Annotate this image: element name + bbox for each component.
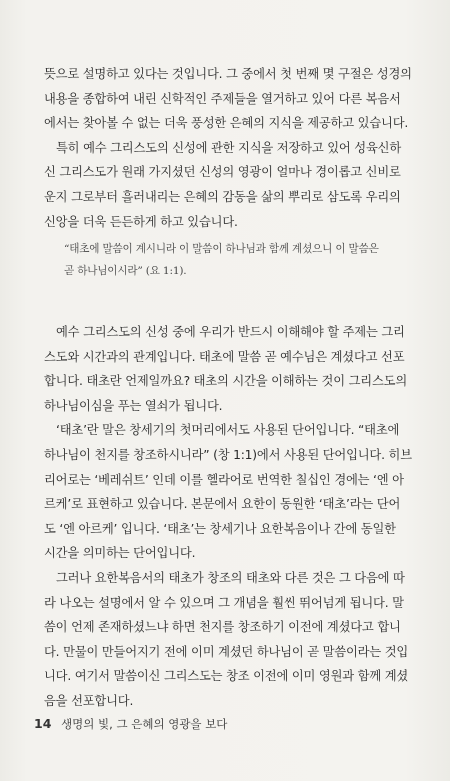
text-line: 다. 만물이 만들어지기 전에 이미 계셨던 하나님이 곧 말씀이라는 것입 bbox=[44, 644, 409, 659]
quote-line: 곧 하나님이시라” (요 1:1). bbox=[64, 265, 187, 277]
text-line: 스도와 시간과의 관계입니다. 태초에 말씀 곧 예수님은 계셨다고 선포 bbox=[44, 349, 405, 364]
text-line: 니다. 여기서 말씀이신 그리스도는 창조 이전에 이미 영원과 함께 계셨 bbox=[44, 669, 409, 684]
body-text-top bbox=[44, 62, 410, 234]
scripture-quote bbox=[64, 238, 404, 282]
text-line: 리어로는 ‘베레쉬트’ 인데 이를 헬라어로 번역한 칠십인 경에는 ‘엔 아 bbox=[44, 472, 404, 487]
page-number: 14 bbox=[34, 716, 52, 731]
text-line: 특히 예수 그리스도의 신성에 관한 지식을 저장하고 있어 성육신하 bbox=[56, 140, 401, 155]
paragraph bbox=[44, 320, 410, 418]
text-line: 씀이 언제 존재하셨느냐 하면 천지를 창조하기 이전에 계셨다고 합니 bbox=[44, 620, 401, 635]
paragraph bbox=[44, 62, 410, 136]
page-footer bbox=[34, 716, 227, 732]
text-line: 예수 그리스도의 신성 중에 우리가 반드시 이해해야 할 주제는 그리 bbox=[56, 325, 405, 339]
text-line: 에서는 찾아볼 수 없는 더욱 풍성한 은혜의 지식을 제공하고 있습니다. bbox=[44, 116, 409, 131]
text-line: 시간을 의미하는 단어입니다. bbox=[44, 546, 196, 561]
text-line: 뜻으로 설명하고 있다는 것입니다. 그 중에서 첫 번째 몇 구절은 성경의 bbox=[44, 67, 412, 81]
paragraph bbox=[44, 566, 410, 714]
text-line: 내용을 종합하여 내린 신학적인 주제들을 열거하고 있어 다른 복음서 bbox=[44, 91, 401, 106]
paragraph bbox=[44, 136, 410, 234]
text-line: 라 나오는 설명에서 알 수 있으며 그 개념을 훨씬 뛰어넘게 됩니다. 말 bbox=[44, 595, 404, 610]
text-line: 하나님이 천지를 창조하시니라” (창 1:1)에서 사용된 단어입니다. 히브 bbox=[44, 447, 412, 462]
running-title: 생명의 빛, 그 은혜의 영광을 보다 bbox=[61, 717, 228, 731]
text-line: 음을 선포합니다. bbox=[44, 693, 134, 708]
text-line: 운지 그로부터 흘러내리는 은혜의 감동을 삶의 뿌리로 삼도록 우리의 bbox=[44, 189, 401, 204]
text-line: 신 그리스도가 원래 가지셨던 신성의 영광이 얼마나 경이롭고 신비로 bbox=[44, 165, 401, 180]
text-line: 도 ‘엔 아르케’ 입니다. ‘태초’는 창세기나 요한복음이나 간에 동일한 bbox=[44, 521, 396, 536]
text-line: 르케’로 표현하고 있습니다. 본문에서 요한이 동원한 ‘태초’라는 단어 bbox=[44, 497, 401, 512]
text-line: 그러나 요한복음서의 태초가 창조의 태초와 다른 것은 그 다음에 따 bbox=[56, 570, 405, 585]
text-line: 합니다. 태초란 언제일까요? 태초의 시간을 이해하는 것이 그리스도의 bbox=[44, 374, 408, 389]
quote-line: “태초에 말씀이 계시니라 이 말씀이 하나님과 함께 계셨으니 이 말씀은 bbox=[64, 243, 379, 255]
paragraph bbox=[44, 418, 410, 566]
text-line: ‘태초’란 말은 창세기의 첫머리에서도 사용된 단어입니다. “태초에 bbox=[56, 423, 400, 438]
text-line: 하나님이심을 푸는 열쇠가 됩니다. bbox=[44, 398, 223, 413]
body-text-bottom bbox=[44, 320, 410, 714]
text-line: 신앙을 더욱 든든하게 하고 있습니다. bbox=[44, 214, 238, 229]
